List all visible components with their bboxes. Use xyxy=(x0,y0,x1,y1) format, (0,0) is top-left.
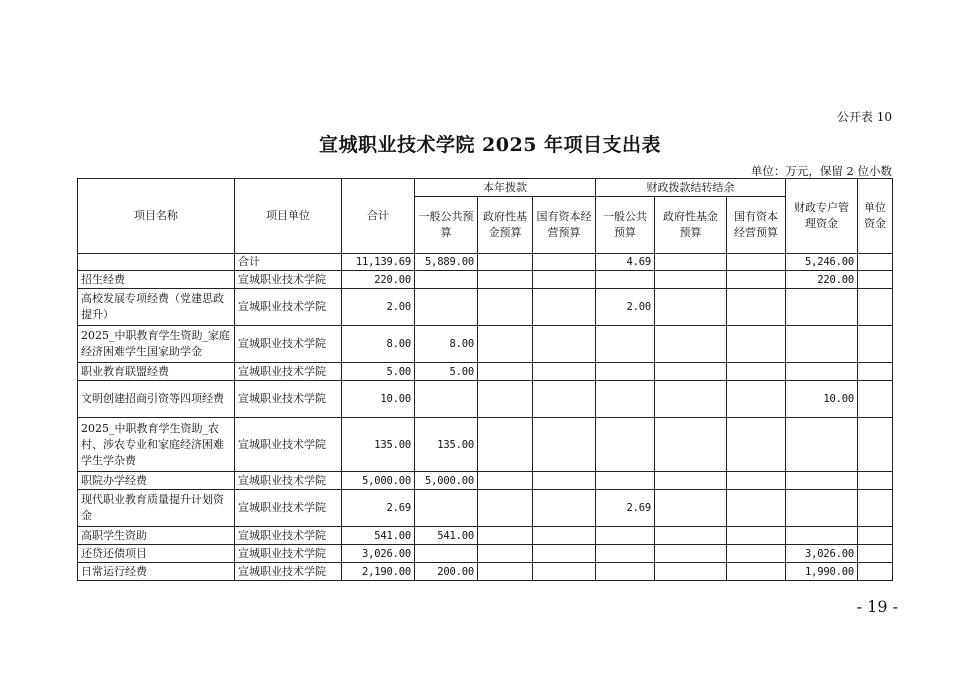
row-total-value: 10.00 xyxy=(342,381,415,418)
row-project-name: 日常运行经费 xyxy=(78,563,235,581)
row-gov-fund-value xyxy=(478,490,533,527)
row-general-value xyxy=(415,271,478,289)
row-special-value xyxy=(786,289,858,326)
total-row-carry-state-capital xyxy=(727,254,786,271)
header-state-capital-budget: 国有资本经营预算 xyxy=(533,197,596,254)
table-row xyxy=(78,527,893,545)
row-state-capital-value xyxy=(533,563,596,581)
row-general-value: 8.00 xyxy=(415,326,478,363)
row-carry-state-capital-value xyxy=(727,418,786,472)
row-carry-state-capital-value xyxy=(727,326,786,363)
table-row xyxy=(78,472,893,490)
table-row xyxy=(78,289,893,326)
row-total-value: 135.00 xyxy=(342,418,415,472)
row-unit-funds-value xyxy=(858,363,893,381)
row-carry-gov-fund-value xyxy=(655,363,727,381)
row-project-name: 文明创建招商引资等四项经费 xyxy=(78,381,235,418)
row-carry-gov-fund-value xyxy=(655,271,727,289)
row-unit-funds-value xyxy=(858,271,893,289)
project-expenditure-table xyxy=(77,178,893,581)
row-general-value: 5,000.00 xyxy=(415,472,478,490)
row-carry-general-value xyxy=(596,472,655,490)
row-project-unit: 宣城职业技术学院 xyxy=(235,527,342,545)
row-project-name: 招生经费 xyxy=(78,271,235,289)
row-general-value xyxy=(415,381,478,418)
row-project-unit: 宣城职业技术学院 xyxy=(235,472,342,490)
row-gov-fund-value xyxy=(478,271,533,289)
row-carry-gov-fund-value xyxy=(655,326,727,363)
row-project-name: 还贷还债项目 xyxy=(78,545,235,563)
row-project-name: 高校发展专项经费（党建思政提升） xyxy=(78,289,235,326)
row-gov-fund-value xyxy=(478,363,533,381)
row-project-name: 2025_中职教育学生资助_农村、涉农专业和家庭经济困难学生学杂费 xyxy=(78,418,235,472)
row-carry-general-value xyxy=(596,418,655,472)
row-state-capital-value xyxy=(533,527,596,545)
row-carry-state-capital-value xyxy=(727,527,786,545)
row-carry-gov-fund-value xyxy=(655,545,727,563)
row-special-value: 220.00 xyxy=(786,271,858,289)
row-carry-general-value xyxy=(596,545,655,563)
row-carry-state-capital-value xyxy=(727,545,786,563)
row-total-value: 5,000.00 xyxy=(342,472,415,490)
row-general-value: 541.00 xyxy=(415,527,478,545)
row-carry-gov-fund-value xyxy=(655,289,727,326)
row-unit-funds-value xyxy=(858,418,893,472)
row-unit-funds-value xyxy=(858,472,893,490)
row-total-value: 541.00 xyxy=(342,527,415,545)
row-gov-fund-value xyxy=(478,381,533,418)
row-unit-funds-value xyxy=(858,563,893,581)
row-carry-general-value: 2.00 xyxy=(596,289,655,326)
row-carry-gov-fund-value xyxy=(655,490,727,527)
row-project-unit: 宣城职业技术学院 xyxy=(235,418,342,472)
table-row xyxy=(78,418,893,472)
row-special-value: 3,026.00 xyxy=(786,545,858,563)
row-total-value: 5.00 xyxy=(342,363,415,381)
row-carry-general-value xyxy=(596,381,655,418)
table-row xyxy=(78,271,893,289)
total-row-name xyxy=(78,254,235,271)
row-carry-general-value xyxy=(596,527,655,545)
row-general-value: 5.00 xyxy=(415,363,478,381)
row-gov-fund-value xyxy=(478,418,533,472)
header-project-unit: 项目单位 xyxy=(235,179,342,254)
header-group-this-year: 本年拨款 xyxy=(415,179,596,197)
total-row-gov-fund xyxy=(478,254,533,271)
row-carry-state-capital-value xyxy=(727,271,786,289)
row-project-unit: 宣城职业技术学院 xyxy=(235,326,342,363)
header-special-account: 财政专户管理资金 xyxy=(786,179,858,254)
row-state-capital-value xyxy=(533,472,596,490)
row-project-unit: 宣城职业技术学院 xyxy=(235,381,342,418)
table-row xyxy=(78,545,893,563)
total-row-general: 5,889.00 xyxy=(415,254,478,271)
row-unit-funds-value xyxy=(858,289,893,326)
row-total-value: 2.00 xyxy=(342,289,415,326)
row-project-unit: 宣城职业技术学院 xyxy=(235,271,342,289)
row-project-name: 2025_中职教育学生资助_家庭经济困难学生国家助学金 xyxy=(78,326,235,363)
row-total-value: 3,026.00 xyxy=(342,545,415,563)
row-state-capital-value xyxy=(533,271,596,289)
row-state-capital-value xyxy=(533,289,596,326)
row-gov-fund-value xyxy=(478,545,533,563)
unit-note: 单位：万元，保留 2 位小数 xyxy=(750,164,892,178)
row-general-value xyxy=(415,490,478,527)
row-carry-state-capital-value xyxy=(727,490,786,527)
row-carry-state-capital-value xyxy=(727,381,786,418)
table-number-label: 公开表 10 xyxy=(836,110,892,124)
row-gov-fund-value xyxy=(478,289,533,326)
header-carry-gov-fund-budget: 政府性基金预算 xyxy=(655,197,727,254)
row-carry-general-value xyxy=(596,271,655,289)
row-state-capital-value xyxy=(533,418,596,472)
row-carry-state-capital-value xyxy=(727,563,786,581)
header-general-budget: 一般公共预算 xyxy=(415,197,478,254)
header-unit-funds: 单位资金 xyxy=(858,179,893,254)
row-general-value: 135.00 xyxy=(415,418,478,472)
row-unit-funds-value xyxy=(858,326,893,363)
row-special-value xyxy=(786,527,858,545)
table-row xyxy=(78,563,893,581)
row-carry-gov-fund-value xyxy=(655,527,727,545)
row-project-unit: 宣城职业技术学院 xyxy=(235,545,342,563)
row-carry-state-capital-value xyxy=(727,363,786,381)
row-carry-state-capital-value xyxy=(727,289,786,326)
total-row xyxy=(78,254,893,271)
row-carry-gov-fund-value xyxy=(655,472,727,490)
row-total-value: 2,190.00 xyxy=(342,563,415,581)
row-carry-gov-fund-value xyxy=(655,563,727,581)
row-carry-general-value xyxy=(596,563,655,581)
row-general-value: 200.00 xyxy=(415,563,478,581)
total-row-state-capital xyxy=(533,254,596,271)
total-row-total: 11,139.69 xyxy=(342,254,415,271)
row-special-value xyxy=(786,490,858,527)
row-project-name: 职院办学经费 xyxy=(78,472,235,490)
row-general-value xyxy=(415,289,478,326)
row-general-value xyxy=(415,545,478,563)
row-state-capital-value xyxy=(533,381,596,418)
row-carry-gov-fund-value xyxy=(655,381,727,418)
table-row xyxy=(78,363,893,381)
total-row-carry-gov-fund xyxy=(655,254,727,271)
row-gov-fund-value xyxy=(478,527,533,545)
table-row xyxy=(78,326,893,363)
row-unit-funds-value xyxy=(858,490,893,527)
row-total-value: 2.69 xyxy=(342,490,415,527)
row-project-name: 高职学生资助 xyxy=(78,527,235,545)
row-carry-general-value xyxy=(596,363,655,381)
row-state-capital-value xyxy=(533,490,596,527)
row-unit-funds-value xyxy=(858,527,893,545)
row-gov-fund-value xyxy=(478,472,533,490)
page-number: - 19 - xyxy=(856,597,898,616)
row-unit-funds-value xyxy=(858,545,893,563)
total-row-unit-funds xyxy=(858,254,893,271)
row-project-name: 职业教育联盟经费 xyxy=(78,363,235,381)
row-project-unit: 宣城职业技术学院 xyxy=(235,490,342,527)
header-group-carryover: 财政拨款结转结余 xyxy=(596,179,786,197)
total-row-label: 合计 xyxy=(235,254,342,271)
row-project-unit: 宣城职业技术学院 xyxy=(235,289,342,326)
total-row-special: 5,246.00 xyxy=(786,254,858,271)
header-gov-fund-budget: 政府性基金预算 xyxy=(478,197,533,254)
table-row xyxy=(78,490,893,527)
row-special-value xyxy=(786,472,858,490)
header-carry-general-budget: 一般公共预算 xyxy=(596,197,655,254)
row-special-value xyxy=(786,418,858,472)
row-state-capital-value xyxy=(533,326,596,363)
row-special-value: 1,990.00 xyxy=(786,563,858,581)
row-special-value xyxy=(786,363,858,381)
row-special-value xyxy=(786,326,858,363)
header-total: 合计 xyxy=(342,179,415,254)
total-row-carry-general: 4.69 xyxy=(596,254,655,271)
row-gov-fund-value xyxy=(478,563,533,581)
row-gov-fund-value xyxy=(478,326,533,363)
row-carry-general-value xyxy=(596,326,655,363)
table-row xyxy=(78,381,893,418)
row-project-unit: 宣城职业技术学院 xyxy=(235,563,342,581)
row-carry-general-value: 2.69 xyxy=(596,490,655,527)
row-carry-gov-fund-value xyxy=(655,418,727,472)
row-state-capital-value xyxy=(533,363,596,381)
row-project-name: 现代职业教育质量提升计划资金 xyxy=(78,490,235,527)
row-special-value: 10.00 xyxy=(786,381,858,418)
row-state-capital-value xyxy=(533,545,596,563)
row-project-unit: 宣城职业技术学院 xyxy=(235,363,342,381)
table-body xyxy=(78,271,893,581)
row-carry-state-capital-value xyxy=(727,472,786,490)
header-carry-state-capital-budget: 国有资本经营预算 xyxy=(727,197,786,254)
row-unit-funds-value xyxy=(858,381,893,418)
page-title: 宣城职业技术学院 2025 年项目支出表 xyxy=(318,134,662,156)
row-total-value: 8.00 xyxy=(342,326,415,363)
header-project-name: 项目名称 xyxy=(78,179,235,254)
row-total-value: 220.00 xyxy=(342,271,415,289)
